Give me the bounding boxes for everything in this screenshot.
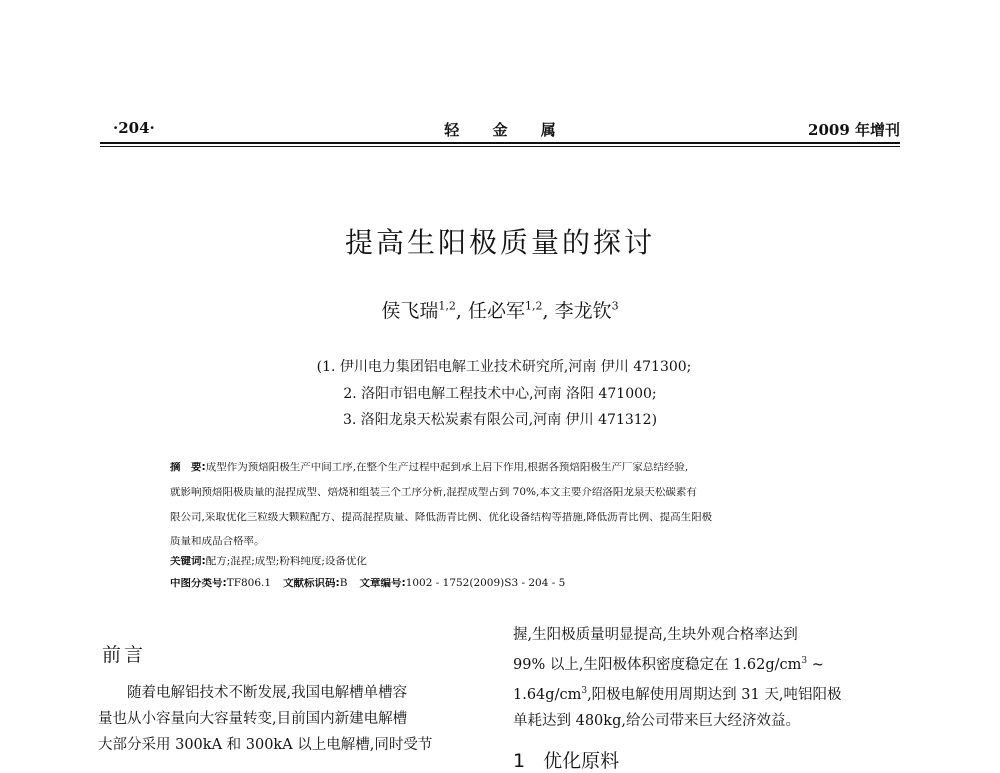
superscript: 3 [581,685,588,696]
document-code-label: 文献标识码: [283,578,340,589]
abstract-label: 摘 要: [170,462,206,473]
body-text: 99% 以上,生阳极体积密度稳定在 1.62g/cm [513,656,802,673]
author-affiliation-mark: 1,2 [438,299,456,313]
abstract-line: 限公司,采取优化三粒级大颗粒配方、提高混捏质量、降低沥青比例、优化设备结构等措施,降低沥青比例、提高生阳极 [170,512,713,523]
document-code: B [339,578,348,589]
author-name: 任必军 [467,300,525,322]
abstract-line: 就影响预焙阳极质量的混捏成型、焙烧和组装三个工序分析,混捏成型占到 70%,本文主要介绍洛阳龙泉天松碳素有 [170,487,697,498]
abstract-text: 成型作为预焙阳极生产中间工序,在整个生产过程中起到承上启下作用,根据各预焙阳极生产厂家总结经验, [205,462,689,473]
keywords-line [170,556,832,567]
body-text: 1.64g/cm [513,686,582,703]
body-line: 握,生阳极质量明显提高,生块外观合格率达到 [513,627,798,643]
section-heading-preface: 前言 [102,644,147,666]
header-rule-thick [100,142,900,144]
clc-label: 中图分类号: [170,578,227,589]
author-list [0,296,1000,323]
section-number: 1 [513,750,526,772]
author-affiliation-mark: 3 [611,299,619,313]
affiliation-1: (1. 伊川电力集团铝电解工业技术研究所,河南 伊川 471300; [316,359,692,375]
author-name: 李龙钦 [554,300,612,322]
body-line: 随着电解铝技术不断发展,我国电解槽单槽容 [127,685,408,701]
body-line [513,648,905,678]
journal-name: 轻 金 属 [444,121,570,139]
body-text: ,阳极电解使用周期达到 31 天,吨铝阳极 [587,686,842,703]
header-rule-thin [100,146,900,147]
issue-label: 2009 年增刊 [808,121,900,139]
clc-code: TF806.1 [226,578,272,589]
superscript: 3 [801,656,808,666]
abstract-line [170,462,832,473]
body-line: 大部分采用 300kA 和 300kA 以上电解槽,同时受节 [98,737,433,753]
author-affiliation-mark: 1,2 [525,299,543,313]
affiliation-2: 2. 洛阳市铝电解工程技术中心,河南 洛阳 471000; [343,386,657,402]
author-name: 侯飞瑞 [381,300,439,322]
author-separator: , [455,300,462,322]
body-line [513,678,905,708]
keywords-text: 配方;混捏;成型;粉料纯度;设备优化 [205,556,367,567]
article-number-label: 文章编号: [359,578,406,589]
page-number: ·204· [113,119,155,137]
abstract-line: 质量和成品合格率。 [170,536,265,547]
keywords-label: 关键词: [170,556,206,567]
body-text: ~ [807,656,824,673]
right-column-text [513,622,905,734]
affiliation-3: 3. 洛阳龙泉天松炭素有限公司,河南 伊川 471312) [342,412,658,428]
article-number: 1002 - 1752(2009)S3 - 204 - 5 [405,578,566,589]
body-line: 单耗达到 480kg,给公司带来巨大经济效益。 [513,712,800,729]
left-column-text [98,680,492,758]
section-title: 优化原料 [543,750,620,772]
body-line: 量也从小容量向大容量转变,目前国内新建电解槽 [98,711,408,727]
classification-line [170,578,832,589]
paper-title: 提高生阳极质量的探讨 [344,226,655,259]
author-separator: , [542,300,549,322]
